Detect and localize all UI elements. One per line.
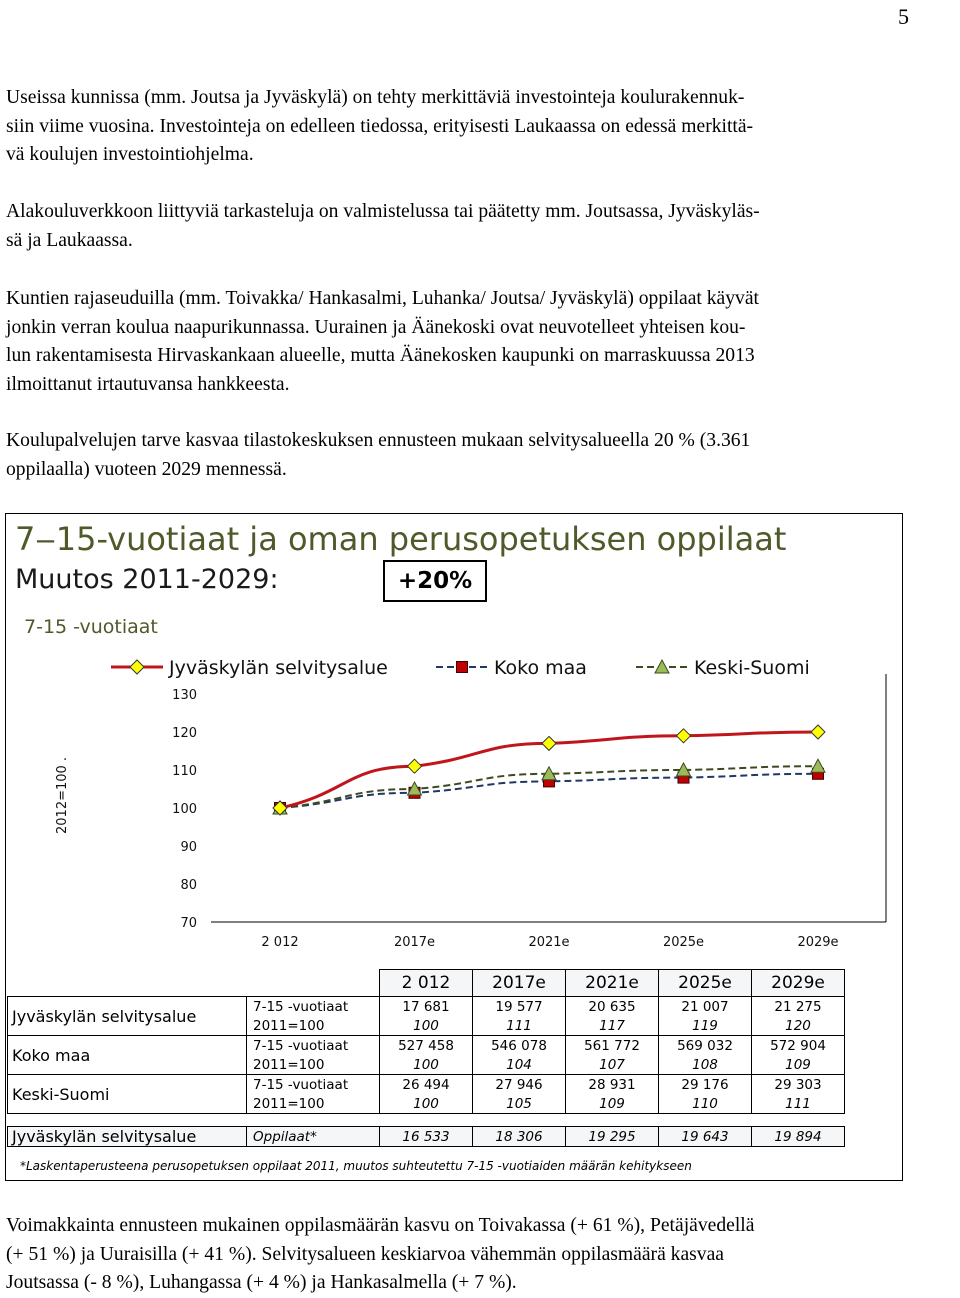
table-row: Jyväskylän selvitysalue 7-15 -vuotiaat 17 681 19 577 20 635 21 007 21 275: [8, 997, 845, 1017]
chart-legend: [111, 657, 810, 679]
page-number: 5: [898, 4, 909, 29]
students-row: Jyväskylän selvitysalue Oppilaat* 16 533 18 306 19 295 19 643 19 894: [8, 1127, 845, 1147]
table-row: 2011=100 100 105 109 110 111: [8, 1094, 845, 1114]
legend-marker: [655, 660, 669, 673]
x-tick-label: 2 012: [261, 935, 299, 950]
x-tick-label: 2029e: [797, 935, 839, 950]
y-tick-label: 120: [172, 726, 197, 741]
data-point: [542, 736, 556, 750]
y-axis-label: 2012=100 .: [55, 756, 70, 834]
legend-label: Koko maa: [494, 657, 587, 679]
age-group-label: 7-15 -vuotiaat: [24, 616, 158, 638]
table-header-cell: 2029e: [752, 970, 845, 997]
table-row: 2011=100 100 111 117 119 120: [8, 1016, 845, 1036]
data-point: [811, 725, 825, 739]
figure-subtitle: Muutos 2011-2029:: [15, 564, 279, 595]
table-header-cell: 2017e: [473, 970, 566, 997]
paragraph-investments: Useissa kunnissa (mm. Joutsa ja Jyväskylä) on tehty merkittäviä investointeja koulurakennuk- siin viime vuosina. Investointeja on edelleen tiedossa, erityisesti Laukaassa on edessä merkittä- vä koulujen investointiohjelma.: [6, 87, 754, 165]
figure-frame: [5, 513, 903, 1181]
paragraph-border-areas: Kuntien rajaseuduilla (mm. Toivakka/ Hankasalmi, Luhanka/ Joutsa/ Jyväskylä) oppilaat käyvät jonkin verran koulua naapurikunnassa. Uurainen ja Äänekoski ovat neuvotelleet yhteisen kou- lun rakentamisesta Hirvaskankaan alueelle, mutta Äänekosken kaupunki on marraskuussa 2013 ilmoittanut irtautuvansa hankkeesta.: [6, 288, 759, 395]
y-tick-label: 80: [180, 878, 197, 893]
growth-badge: +20%: [383, 560, 487, 602]
data-point: [408, 759, 422, 773]
table-row: Koko maa 7-15 -vuotiaat 527 458 546 078 561 772 569 032 572 904: [8, 1036, 845, 1056]
table-header-cell: 2025e: [659, 970, 752, 997]
group-label: Jyväskylän selvitysalue: [8, 997, 247, 1036]
y-tick-label: 110: [172, 764, 197, 779]
table-row: 2011=100 100 104 107 108 109: [8, 1055, 845, 1075]
y-tick-label: 90: [180, 840, 197, 855]
students-label: Jyväskylän selvitysalue: [8, 1127, 247, 1147]
table-row: Keski-Suomi 7-15 -vuotiaat 26 494 27 946 28 931 29 176 29 303: [8, 1075, 845, 1095]
x-tick-label: 2017e: [393, 935, 436, 950]
table-header-cell: 2021e: [566, 970, 659, 997]
x-tick-label: 2025e: [662, 935, 705, 950]
paragraph-forecast: Koulupalvelujen tarve kasvaa tilastokeskuksen ennusteen mukaan selvitysalueella 20 % (3.361 oppilaalla) vuoteen 2029 mennessä.: [6, 430, 751, 480]
paragraph-school-network: Alakouluverkkoon liittyviä tarkasteluja on valmistelussa tai päätetty mm. Joutsassa, Jyväskyläs- sä ja Laukaassa.: [6, 201, 760, 251]
legend-marker: [130, 660, 144, 674]
legend-label: Jyväskylän selvitysalue: [169, 657, 388, 679]
data-point: [677, 729, 691, 743]
y-tick-label: 70: [180, 916, 197, 931]
paragraph-growth-municipalities: Voimakkainta ennusteen mukainen oppilasmäärän kasvu on Toivakassa (+ 61 %), Petäjävedellä (+ 51 %) ja Uuraisilla (+ 41 %). Selvitysalueen keskiarvoa vähemmän oppilasmäärä kasvaa Joutsassa (- 8 %), Luhangassa (+ 4 %) ja Hankasalmella (+ 7 %).: [6, 1215, 755, 1293]
group-label: Koko maa: [8, 1036, 247, 1075]
group-label: Keski-Suomi: [8, 1075, 247, 1114]
line-chart: [6, 644, 902, 964]
x-axis: [261, 935, 838, 950]
x-tick-label: 2021e: [528, 935, 570, 950]
table-header-cell: 2 012: [380, 970, 473, 997]
footnote: *Laskentaperusteena perusopetuksen oppilaat 2011, muutos suhteutettu 7-15 -vuotiaiden määrän kehitykseen: [20, 1159, 692, 1173]
legend-label: Keski-Suomi: [694, 657, 810, 679]
y-tick-label: 130: [172, 688, 197, 703]
legend-marker: [457, 662, 468, 673]
table-header-row: [8, 970, 845, 997]
chart-series: [273, 725, 825, 815]
data-table: [7, 969, 845, 1147]
y-tick-label: 100: [172, 802, 197, 817]
y-axis: [55, 674, 886, 931]
figure-title: 7‒15-vuotiaat ja oman perusopetuksen oppilaat: [15, 520, 787, 558]
data-point: [811, 759, 825, 772]
